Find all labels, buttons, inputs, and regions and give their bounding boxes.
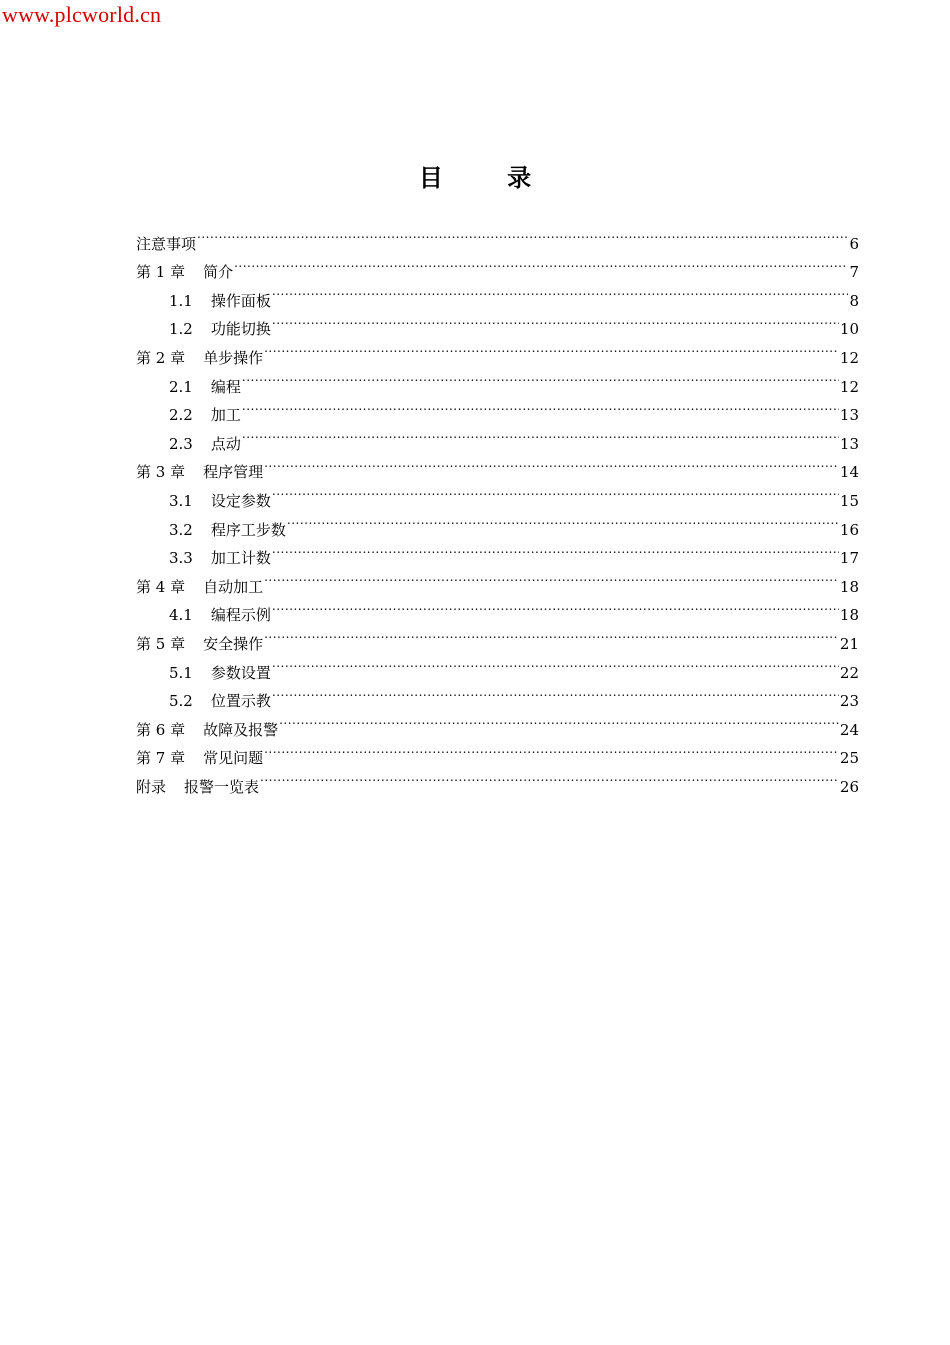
toc-entry-label: 自动加工: [203, 577, 264, 596]
dot-leader: [264, 334, 839, 363]
toc-entry[interactable]: [136, 420, 859, 453]
toc-entry-label: 报警一览表: [184, 777, 260, 796]
toc-entry-label: 设定参数: [210, 491, 271, 510]
toc-entry-number: 第 5 章: [136, 634, 186, 653]
dot-leader: [264, 449, 839, 478]
toc-entry[interactable]: [136, 449, 859, 482]
toc-entry-label: 编程: [210, 377, 241, 396]
toc-entry-page: 7: [849, 263, 859, 282]
toc-entry-label: 加工计数: [210, 549, 271, 568]
toc-entry-page: 15: [839, 491, 859, 510]
dot-leader: [242, 363, 839, 392]
toc-entry-label: 故障及报警: [203, 720, 279, 739]
toc-entry-page: 10: [839, 320, 859, 339]
toc-entry-number: 第 7 章: [136, 749, 186, 768]
dot-leader: [264, 563, 839, 592]
toc-entry-label: 简介: [203, 263, 234, 282]
toc-entry-page: 18: [839, 577, 859, 596]
toc-entry-label: 程序工步数: [210, 520, 286, 539]
toc-entry-page: 14: [839, 463, 859, 482]
toc-entry-page: 17: [839, 549, 859, 568]
toc-entry-number: 第 2 章: [136, 348, 186, 367]
dot-leader: [272, 477, 839, 506]
toc-entry-label: 点动: [210, 434, 241, 453]
toc-entry-label: 程序管理: [203, 463, 264, 482]
toc-entry-label: 操作面板: [210, 291, 271, 310]
toc-entry-page: 23: [839, 692, 859, 711]
table-of-contents: [136, 220, 859, 796]
toc-entry-label: 单步操作: [203, 348, 264, 367]
toc-entry-number: 2.2: [169, 406, 193, 425]
toc-entry-label: 功能切换: [210, 320, 271, 339]
toc-entry-number: 第 4 章: [136, 577, 186, 596]
toc-entry-page: 21: [839, 634, 859, 653]
toc-entry-number: 1.2: [169, 320, 193, 339]
toc-entry-number: 附录: [136, 777, 167, 796]
toc-entry-number: 第 3 章: [136, 463, 186, 482]
dot-leader: [272, 535, 839, 564]
toc-entry-page: 25: [839, 749, 859, 768]
dot-leader: [272, 649, 839, 678]
dot-leader: [272, 277, 849, 306]
toc-entry-label: 编程示例: [210, 606, 271, 625]
dot-leader: [234, 249, 848, 278]
toc-entry-number: 2.1: [169, 377, 193, 396]
toc-entry-page: 26: [839, 777, 859, 796]
dot-leader: [264, 620, 839, 649]
toc-entry[interactable]: [136, 220, 859, 253]
toc-entry-page: 13: [839, 434, 859, 453]
toc-entry-label: 常见问题: [203, 749, 264, 768]
dot-leader: [260, 763, 839, 792]
toc-entry[interactable]: [136, 277, 859, 310]
toc-entry-number: 3.3: [169, 549, 193, 568]
dot-leader: [264, 735, 839, 764]
toc-entry-number: 5.2: [169, 692, 193, 711]
toc-entry[interactable]: [136, 249, 859, 282]
dot-leader: [272, 592, 839, 621]
toc-entry-number: 4.1: [169, 606, 193, 625]
toc-entry-page: 8: [849, 291, 859, 310]
toc-entry-page: 12: [839, 348, 859, 367]
toc-entry-page: 6: [849, 234, 859, 253]
dot-leader: [242, 392, 839, 421]
toc-entry-number: 3.2: [169, 520, 193, 539]
toc-entry-number: 5.1: [169, 663, 193, 682]
toc-entry-page: 12: [839, 377, 859, 396]
toc-entry-number: 2.3: [169, 434, 193, 453]
toc-entry[interactable]: [136, 392, 859, 425]
page-title: 目 录: [418, 164, 560, 192]
toc-entry[interactable]: [136, 363, 859, 396]
toc-entry-page: 24: [839, 720, 859, 739]
dot-leader: [279, 706, 839, 735]
watermark-url: www.plcworld.cn: [2, 2, 162, 27]
toc-entry-page: 13: [839, 406, 859, 425]
toc-entry-number: 第 6 章: [136, 720, 186, 739]
dot-leader: [272, 678, 839, 707]
toc-entry-number: 1.1: [169, 291, 193, 310]
toc-entry-label: 参数设置: [210, 663, 271, 682]
toc-entry-number: 3.1: [169, 491, 193, 510]
toc-entry-page: 16: [839, 520, 859, 539]
toc-entry-label: 加工: [210, 406, 241, 425]
toc-entry-label: 位置示教: [210, 692, 271, 711]
dot-leader: [272, 306, 839, 335]
dot-leader: [197, 220, 848, 249]
dot-leader: [287, 506, 839, 535]
toc-entry-label: 注意事项: [136, 234, 197, 253]
toc-entry-number: 第 1 章: [136, 263, 186, 282]
toc-entry-page: 18: [839, 606, 859, 625]
dot-leader: [242, 420, 839, 449]
toc-entry-label: 安全操作: [203, 634, 264, 653]
toc-entry-page: 22: [839, 663, 859, 682]
